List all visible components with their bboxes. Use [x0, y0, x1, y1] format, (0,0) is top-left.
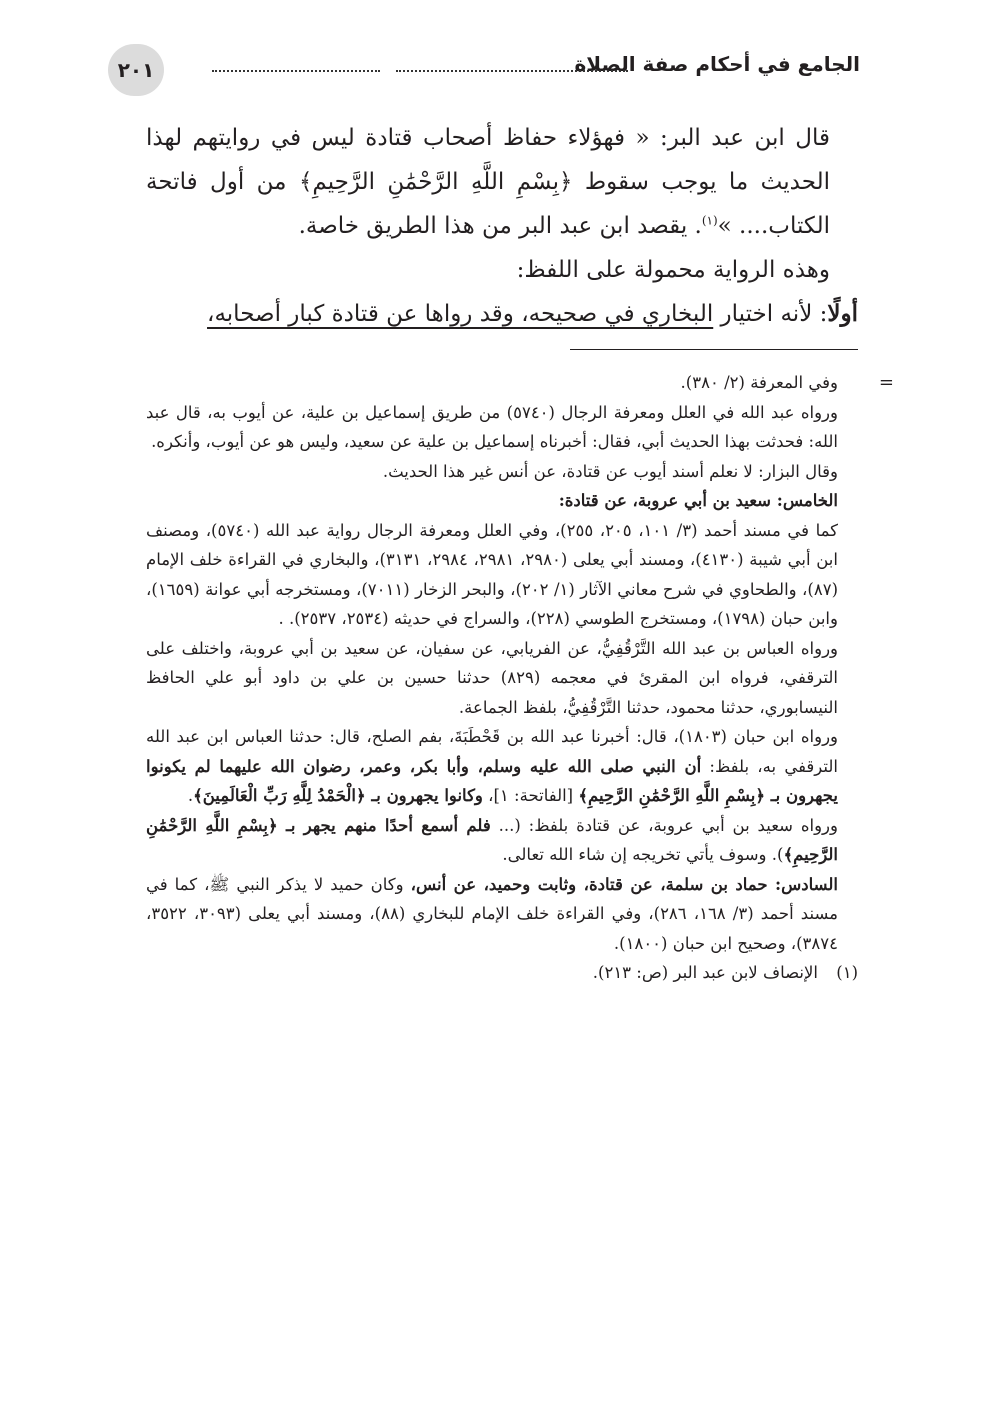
header-dot-leader: [212, 52, 380, 72]
header-title: الجامع في أحكام صفة الصلاة: [574, 52, 860, 76]
quoted-text: فلم أسمع أحدًا منهم يجهر بـ ﴿بِسْمِ اللَّهِ الرَّحْمَٰنِ الرَّحِيمِ﴾: [146, 815, 838, 864]
footnote-line: وقال البزار: لا نعلم أسند أيوب عن قتادة، عن أنس غير هذا الحديث.: [382, 461, 838, 481]
header-dot-leader: [396, 52, 628, 72]
main-paragraph: [146, 116, 858, 248]
main-paragraph: وهذه الرواية محمولة على اللفظ:: [516, 257, 830, 283]
separator: :: [812, 301, 828, 327]
continuation-mark: =: [878, 372, 894, 393]
footnote-1: [146, 958, 858, 988]
main-paragraph-text: لأنه اختيار: [713, 301, 813, 327]
footnote-text: .: [187, 786, 194, 805]
section-heading: : سعيد بن أبي عروبة، عن قتادة:: [558, 491, 783, 510]
footnote-text: ورواه ابن حبان (١٨٠٣)، قال: أخبرنا عبد الله بن قَحْطَبَةَ، بفم الصلح، قال: حدثنا العباس ابن عبد الله الترقفي به، بلفظ:: [146, 727, 839, 776]
footnote-text: وكان حميد لا يذكر النبي ﷺ، كما في مسند أحمد (٣/ ١٦٨، ٢٨٦)، وفي القراءة خلف الإمام للبخاري (٨٨)، ومسند أبي يعلى (٣٠٩٣، ٣٥٢٢، ٣٨٧٤)، وصحيح ابن حبان (١٨٠٠).: [146, 874, 838, 953]
main-text: [146, 116, 858, 336]
footnote-line: [146, 486, 858, 516]
quoted-text: أن النبي صلى الله عليه وسلم، وأبا بكر، وعمر، رضوان الله عليهما لم يكونوا يجهرون بـ ﴿بِسْمِ اللَّهِ الرَّحْمَٰنِ الرَّحِيمِ﴾: [146, 756, 838, 805]
point-label: أولًا: [827, 300, 858, 327]
section-heading: : حماد بن سلمة، عن قتادة، وثابت وحميد، عن أنس،: [410, 874, 782, 894]
footnote-ref[interactable]: (١): [701, 213, 718, 228]
section-label: السادس: [781, 874, 838, 894]
page-number-badge: ٢٠١: [108, 44, 164, 96]
main-paragraph-text: . يقصد ابن عبد البر من هذا الطريق خاصة.: [298, 213, 702, 239]
footnote-line: كما في مسند أحمد (٣/ ١٠١، ٢٠٥، ٢٥٥)، وفي العلل ومعرفة الرجال رواية عبد الله (٥٧٤٠)، ومصنف ابن أبي شيبة (٤١٣٠)، ومسند أبي يعلى (٢٩٨٠، ٢٩٨١، ٢٩٨٤، ٣١٣١)، والبخاري في القراءة خلف الإمام (٨٧)، والطحاوي في شرح معاني الآثار (١/ ٢٠٢)، والبحر الزخار (٧٠١١)، ومستخرجه أبي عوانة (١٦٥٩)، وابن حبان (١٧٩٨)، ومستخرج الطوسي (٢٢٨)، والسراج في حديثه (٢٥٣٤، ٢٥٣٧). .: [146, 520, 838, 628]
running-header: [108, 44, 860, 96]
footnote-line: وفي المعرفة (٢/ ٣٨٠).: [680, 373, 838, 392]
footnote-separator: [570, 349, 858, 350]
footnote-text: الإنصاف لابن عبد البر (ص: ٢١٣).: [592, 963, 818, 982]
main-paragraph-text: قال ابن عبد البر: « فهؤلاء حفاظ أصحاب قتادة ليس في روايتهم لهذا الحديث ما يوجب سقوط ﴿بِسْمِ اللَّهِ الرَّحْمَٰنِ الرَّحِيمِ﴾ من أول فاتحة الكتاب.... »: [146, 125, 830, 239]
footnote-number: (١): [836, 963, 858, 982]
footnote-line: [146, 722, 858, 811]
footnote-line: ورواه العباس بن عبد الله التَّرْقُفِيُّ، عن الفريابي، عن سفيان، عن سعيد بن أبي عروبة، واختلف على الترقفي، فرواه ابن المقرئ في معجمه (٨٢٩) حدثنا حسين بن علي بن داود أبو علي الحافظ النيسابوري، حدثنا محمود، حدثنا التَّرْقُفِيُّ، بلفظ الجماعة.: [146, 638, 838, 717]
footnote-line: ورواه عبد الله في العلل ومعرفة الرجال (٥٧٤٠) من طريق إسماعيل بن علية، عن أيوب به، قال عبد الله: فحدثت بهذا الحديث أبي، فقال: أخبرناه إسماعيل بن علية عن سعيد، وليس هو عن أيوب، وأنكره.: [146, 402, 838, 451]
footnote-line: [146, 870, 858, 959]
quoted-text: وكانوا يجهرون بـ ﴿الْحَمْدُ لِلَّهِ رَبِّ الْعَالَمِينَ﴾: [193, 786, 483, 805]
underlined-text: البخاري في صحيحه، وقد رواها عن قتادة كبار أصحابه،: [207, 301, 714, 327]
footnote-text: [الفاتحة: ١]،: [482, 786, 579, 805]
footnote-line: [146, 811, 858, 870]
footnotes: [146, 368, 894, 988]
footnote-text: ). وسوف يأتي تخريجه إن شاء الله تعالى.: [502, 845, 784, 864]
footnote-text: ورواه سعيد بن أبي عروبة، عن قتادة بلفظ: (...: [490, 815, 838, 835]
section-label: الخامس: [782, 491, 838, 510]
main-paragraph: [146, 292, 858, 336]
